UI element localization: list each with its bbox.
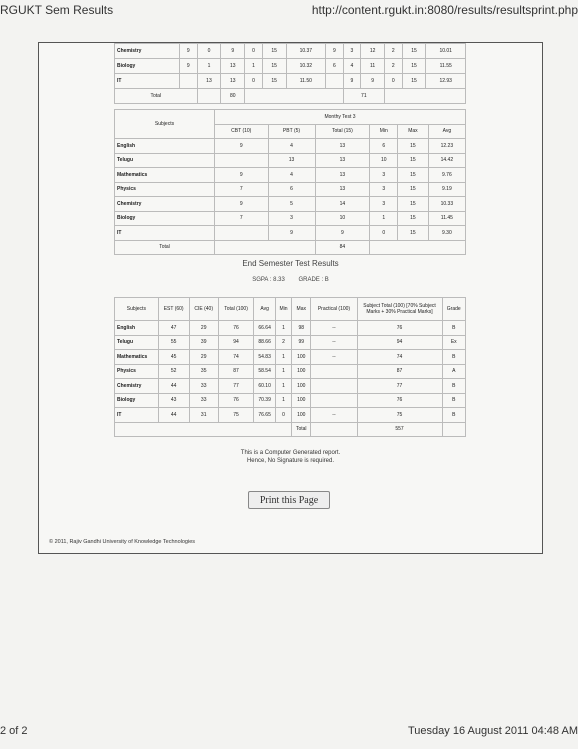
subject-cell: Biology: [115, 211, 215, 226]
table-row: [115, 321, 466, 336]
value-cell: 6: [326, 59, 344, 74]
gpa-line: [39, 277, 542, 283]
value-cell: 76: [218, 393, 253, 408]
value-cell: 0: [197, 44, 221, 59]
value-cell: 43: [158, 393, 189, 408]
value-cell: 3: [343, 44, 361, 59]
total-row: [115, 89, 466, 104]
value-cell: 35: [189, 364, 218, 379]
value-cell: 44: [158, 408, 189, 423]
value-cell: 10.37: [286, 44, 326, 59]
column-header: Max: [292, 298, 311, 321]
value-cell: 74: [218, 350, 253, 365]
value-cell: --: [311, 408, 357, 423]
value-cell: 14.42: [428, 153, 465, 168]
value-cell: 9: [180, 59, 198, 74]
value-cell: 87: [218, 364, 253, 379]
value-cell: 7: [215, 211, 269, 226]
value-cell: 15: [398, 182, 429, 197]
value-cell: 100: [292, 364, 311, 379]
value-cell: 9.76: [428, 168, 465, 183]
value-cell: 11: [361, 59, 385, 74]
monthly-test3-heading: Monthy Test 3: [215, 110, 466, 125]
total-label: Total: [115, 240, 215, 255]
value-cell: 98: [292, 321, 311, 336]
total-label: Total: [292, 422, 311, 437]
value-cell: 4: [268, 168, 315, 183]
subject-cell: IT: [115, 226, 215, 241]
value-cell: 1: [275, 321, 291, 336]
value-cell: 1: [197, 59, 221, 74]
value-cell: 1: [275, 393, 291, 408]
table-row: [115, 74, 466, 89]
value-cell: 2: [385, 59, 403, 74]
empty-cell: [197, 89, 221, 104]
value-cell: 87: [357, 364, 442, 379]
subject-cell: Physics: [115, 182, 215, 197]
value-cell: [311, 379, 357, 394]
value-cell: 0: [385, 74, 403, 89]
column-header: CIE (40): [189, 298, 218, 321]
value-cell: 13: [315, 182, 370, 197]
value-cell: 0: [370, 226, 398, 241]
value-cell: 3: [370, 182, 398, 197]
value-cell: 14: [315, 197, 370, 212]
value-cell: 6: [370, 139, 398, 154]
value-cell: 15: [262, 74, 286, 89]
page-url: http://content.rgukt.in:8080/results/resultsprint.php: [311, 3, 578, 17]
value-cell: 9: [326, 44, 344, 59]
value-cell: 11.45: [428, 211, 465, 226]
value-cell: B: [442, 379, 465, 394]
total-value: 80: [221, 89, 245, 104]
value-cell: 3: [370, 168, 398, 183]
total-value: 71: [343, 89, 384, 104]
value-cell: 12.93: [426, 74, 466, 89]
total-value: 84: [315, 240, 370, 255]
column-header: Grade: [442, 298, 465, 321]
value-cell: 9: [215, 139, 269, 154]
sgpa-value: SGPA : 8.33: [252, 277, 285, 283]
value-cell: --: [311, 321, 357, 336]
value-cell: 13: [268, 153, 315, 168]
value-cell: 9: [315, 226, 370, 241]
note-line-2: Hence, No Signature is required.: [246, 458, 335, 464]
table-row: [115, 168, 466, 183]
value-cell: 5: [268, 197, 315, 212]
empty-cell: [215, 240, 316, 255]
table-row: [115, 44, 466, 59]
empty-cell: [311, 422, 357, 437]
monthly-test3-table: [114, 109, 466, 255]
empty-cell: [442, 422, 465, 437]
subject-cell: English: [115, 321, 159, 336]
page-number: 2 of 2: [0, 725, 28, 737]
value-cell: Ex: [442, 335, 465, 350]
value-cell: 94: [218, 335, 253, 350]
value-cell: 77: [218, 379, 253, 394]
value-cell: 1: [275, 350, 291, 365]
value-cell: 1: [275, 379, 291, 394]
column-header: Practical (100): [311, 298, 357, 321]
empty-cell: [370, 240, 466, 255]
table-row: [115, 226, 466, 241]
column-header: Min: [370, 124, 398, 139]
column-header: Avg: [428, 124, 465, 139]
value-cell: 55: [158, 335, 189, 350]
value-cell: 31: [189, 408, 218, 423]
value-cell: 76: [357, 393, 442, 408]
value-cell: 100: [292, 350, 311, 365]
value-cell: 29: [189, 350, 218, 365]
value-cell: 15: [402, 74, 426, 89]
value-cell: 13: [221, 74, 245, 89]
column-header: Subject Total (100) [70% Subject Marks + 30% Practical Marks]: [357, 298, 442, 321]
value-cell: 29: [189, 321, 218, 336]
value-cell: 76: [357, 321, 442, 336]
value-cell: [215, 153, 269, 168]
column-header: CBT (10): [215, 124, 269, 139]
value-cell: 12: [361, 44, 385, 59]
value-cell: 15: [262, 44, 286, 59]
results-page: [38, 42, 543, 554]
table-row: [115, 211, 466, 226]
value-cell: 13: [315, 168, 370, 183]
column-header: Avg: [254, 298, 276, 321]
value-cell: 70.39: [254, 393, 276, 408]
empty-cell: [245, 89, 343, 104]
table-row: [115, 350, 466, 365]
value-cell: 10: [315, 211, 370, 226]
table-row: [115, 182, 466, 197]
value-cell: 10: [370, 153, 398, 168]
subject-cell: Mathematics: [115, 350, 159, 365]
value-cell: 10.33: [428, 197, 465, 212]
table-row: [115, 335, 466, 350]
value-cell: 6: [268, 182, 315, 197]
monthly-test-summary-table: [114, 43, 466, 104]
value-cell: 15: [398, 153, 429, 168]
value-cell: 66.64: [254, 321, 276, 336]
table-row: [115, 59, 466, 74]
value-cell: 1: [245, 59, 263, 74]
table-row: [115, 379, 466, 394]
value-cell: [326, 74, 344, 89]
subject-cell: Telugu: [115, 153, 215, 168]
total-label: Total: [115, 89, 198, 104]
column-header: Total (15): [315, 124, 370, 139]
value-cell: 4: [268, 139, 315, 154]
value-cell: 9: [180, 44, 198, 59]
empty-cell: [115, 422, 292, 437]
total-value: 557: [357, 422, 442, 437]
value-cell: 0: [275, 408, 291, 423]
column-header: Max: [398, 124, 429, 139]
value-cell: 11.55: [426, 59, 466, 74]
subject-cell: English: [115, 139, 215, 154]
empty-cell: [385, 89, 466, 104]
value-cell: 15: [398, 226, 429, 241]
value-cell: 33: [189, 393, 218, 408]
value-cell: 100: [292, 379, 311, 394]
value-cell: 2: [275, 335, 291, 350]
copyright-text: © 2011, Rajiv Gandhi University of Knowledge Technologies: [49, 539, 196, 545]
value-cell: 13: [315, 153, 370, 168]
value-cell: 3: [268, 211, 315, 226]
value-cell: 75: [218, 408, 253, 423]
value-cell: 58.54: [254, 364, 276, 379]
value-cell: 2: [385, 44, 403, 59]
value-cell: 15: [398, 139, 429, 154]
value-cell: 99: [292, 335, 311, 350]
value-cell: 76: [218, 321, 253, 336]
value-cell: 15: [398, 168, 429, 183]
value-cell: 77: [357, 379, 442, 394]
value-cell: 44: [158, 379, 189, 394]
subject-cell: Chemistry: [115, 44, 180, 59]
window-title: RGUKT Sem Results: [0, 3, 114, 17]
subjects-header: Subjects: [115, 110, 215, 139]
value-cell: 1: [275, 364, 291, 379]
value-cell: 60.10: [254, 379, 276, 394]
print-page-button[interactable]: Print this Page: [248, 491, 330, 509]
value-cell: B: [442, 350, 465, 365]
value-cell: 15: [402, 59, 426, 74]
subject-cell: Biology: [115, 59, 180, 74]
value-cell: 11.50: [286, 74, 326, 89]
value-cell: 13: [197, 74, 221, 89]
value-cell: 15: [402, 44, 426, 59]
value-cell: [311, 364, 357, 379]
value-cell: 9: [268, 226, 315, 241]
computer-generated-note: [39, 449, 542, 465]
value-cell: 94: [357, 335, 442, 350]
grade-value: GRADE : B: [298, 277, 329, 283]
value-cell: 7: [215, 182, 269, 197]
value-cell: 45: [158, 350, 189, 365]
value-cell: B: [442, 321, 465, 336]
table-row: [115, 408, 466, 423]
print-timestamp: Tuesday 16 August 2011 04:48 AM: [407, 725, 578, 737]
table-row: [115, 364, 466, 379]
value-cell: B: [442, 408, 465, 423]
value-cell: --: [311, 335, 357, 350]
subject-cell: Chemistry: [115, 197, 215, 212]
value-cell: 74: [357, 350, 442, 365]
value-cell: 100: [292, 393, 311, 408]
column-header: Total (100): [218, 298, 253, 321]
subject-cell: Physics: [115, 364, 159, 379]
total-row: [115, 422, 466, 437]
value-cell: 13: [315, 139, 370, 154]
value-cell: 0: [245, 74, 263, 89]
end-semester-table: [114, 297, 466, 437]
value-cell: 9: [215, 197, 269, 212]
end-semester-title: End Semester Test Results: [242, 259, 339, 268]
value-cell: [311, 393, 357, 408]
table-row: [115, 393, 466, 408]
value-cell: 10.01: [426, 44, 466, 59]
value-cell: 15: [262, 59, 286, 74]
value-cell: 9: [343, 74, 361, 89]
value-cell: B: [442, 393, 465, 408]
note-line-1: This is a Computer Generated report.: [240, 450, 341, 456]
value-cell: 12.23: [428, 139, 465, 154]
value-cell: 1: [370, 211, 398, 226]
value-cell: 39: [189, 335, 218, 350]
value-cell: 100: [292, 408, 311, 423]
value-cell: 75: [357, 408, 442, 423]
column-header: Subjects: [115, 298, 159, 321]
value-cell: 47: [158, 321, 189, 336]
column-header: PBT (5): [268, 124, 315, 139]
value-cell: 9: [215, 168, 269, 183]
value-cell: 10.32: [286, 59, 326, 74]
value-cell: 52: [158, 364, 189, 379]
value-cell: A: [442, 364, 465, 379]
table-row: [115, 139, 466, 154]
subject-cell: Mathematics: [115, 168, 215, 183]
value-cell: [215, 226, 269, 241]
subject-cell: IT: [115, 74, 180, 89]
value-cell: 0: [245, 44, 263, 59]
value-cell: 13: [221, 59, 245, 74]
value-cell: 76.65: [254, 408, 276, 423]
value-cell: 9: [361, 74, 385, 89]
value-cell: 9.19: [428, 182, 465, 197]
value-cell: 3: [370, 197, 398, 212]
value-cell: --: [311, 350, 357, 365]
subject-cell: Chemistry: [115, 379, 159, 394]
column-header: EST (60): [158, 298, 189, 321]
value-cell: 15: [398, 211, 429, 226]
value-cell: 88.66: [254, 335, 276, 350]
value-cell: 9.30: [428, 226, 465, 241]
value-cell: [180, 74, 198, 89]
value-cell: 54.83: [254, 350, 276, 365]
subject-cell: Telugu: [115, 335, 159, 350]
table-row: [115, 197, 466, 212]
value-cell: 4: [343, 59, 361, 74]
subject-cell: IT: [115, 408, 159, 423]
value-cell: 9: [221, 44, 245, 59]
table-row: [115, 153, 466, 168]
total-row: [115, 240, 466, 255]
value-cell: 15: [398, 197, 429, 212]
column-header: Min: [275, 298, 291, 321]
value-cell: 33: [189, 379, 218, 394]
subject-cell: Biology: [115, 393, 159, 408]
